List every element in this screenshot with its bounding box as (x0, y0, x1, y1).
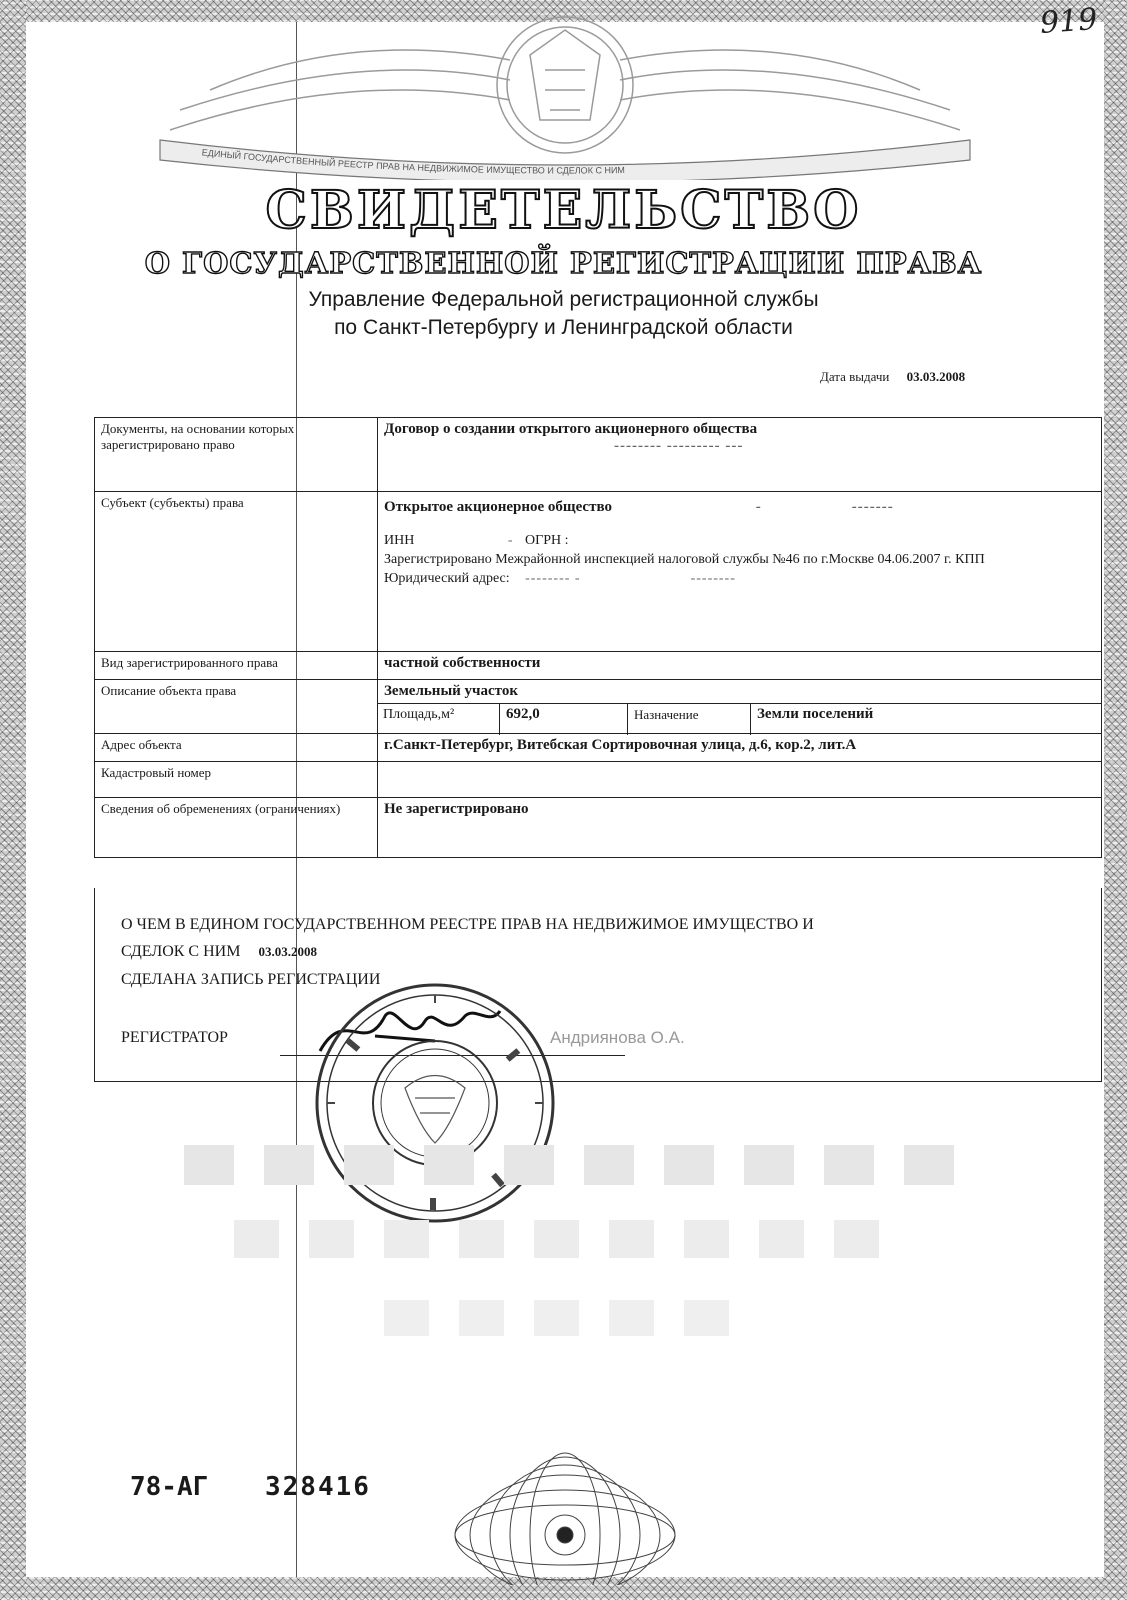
subject-label: Субъект (субъекты) права (95, 492, 378, 652)
object-desc-value: Земельный участок (378, 680, 1101, 704)
table-row (95, 680, 1102, 734)
inn-label: ИНН (384, 533, 415, 548)
record-line-2: СДЕЛОК С НИМ 03.03.2008 (121, 943, 317, 960)
certificate-subtitle: О ГОСУДАРСТВЕННОЙ РЕГИСТРАЦИИ ПРАВА (144, 246, 983, 280)
right-type-value: частной собственности (378, 652, 1102, 680)
object-desc-cell (378, 680, 1102, 734)
authority-line-1: Управление Федеральной регистрационной службы (308, 288, 819, 311)
purpose-value: Земли поселений (751, 703, 1101, 735)
encumbrance-label: Сведения об обременениях (ограничениях) (95, 798, 378, 858)
watermark-line-1 (0, 1135, 1127, 1205)
right-type-label: Вид зарегистрированного права (95, 652, 378, 680)
area-value: 692,0 (500, 703, 628, 735)
subject-cell: Открытое акционерное общество - ------- ИНН - ОГРН : Зарегистрировано Межрайонной инспекцией налоговой службы №46 по г.Москве 04.06.2007 г. КПП Юридический адрес: -------- - -------- (378, 492, 1102, 652)
registrar-name: Андриянова О.А. (550, 1028, 685, 1047)
watermark-line-2 (0, 1210, 1127, 1280)
authority-line-2: по Санкт-Петербургу и Ленинградской области (334, 316, 793, 339)
certificate-title: СВИДЕТЕЛЬСТВО (265, 180, 862, 241)
issue-date-value: 03.03.2008 (906, 369, 966, 384)
table-row (95, 762, 1102, 798)
form-series: 78-АГ (130, 1472, 209, 1502)
state-emblem (150, 10, 980, 180)
purpose-label: Назначение (628, 703, 751, 735)
table-row (95, 418, 1102, 492)
area-label: Площадь,м² (377, 703, 500, 735)
legal-address-label: Юридический адрес: (384, 570, 510, 586)
issue-date-block (820, 369, 965, 385)
ogrn-label: ОГРН : (525, 533, 569, 548)
watermark-line-3 (0, 1290, 1127, 1355)
cadastral-value (378, 762, 1102, 798)
cadastral-label: Кадастровый номер (95, 762, 378, 798)
address-value: г.Санкт-Петербург, Витебская Сортировочная улица, д.6, кор.2, лит.А (378, 734, 1102, 762)
issue-date-label: Дата выдачи (820, 369, 890, 384)
emblem-band-text: ЕДИНЫЙ ГОСУДАРСТВЕННЫЙ РЕЕСТР ПРАВ НА НЕДВИЖИМОЕ ИМУЩЕСТВО И СДЕЛОК С НИМ (201, 147, 625, 176)
record-date: 03.03.2008 (258, 944, 317, 959)
table-row (95, 798, 1102, 858)
record-line-1: О ЧЕМ В ЕДИНОМ ГОСУДАРСТВЕННОМ РЕЕСТРЕ ПРАВ НА НЕДВИЖИМОЕ ИМУЩЕСТВО И (121, 916, 814, 933)
registered-by: Зарегистрировано Межрайонной инспекцией налоговой службы №46 по г.Москве 04.06.2007 г. КПП (384, 551, 985, 567)
form-number: 328416 (265, 1472, 371, 1502)
address-label: Адрес объекта (95, 734, 378, 762)
documents-value: Договор о создании открытого акционерного общества -------- --------- --- (378, 418, 1102, 492)
guilloche-rosette (445, 1425, 685, 1585)
documents-label: Документы, на основании которых зарегистрировано право (95, 418, 378, 492)
table-row (95, 734, 1102, 762)
registrar-label: РЕГИСТРАТОР (121, 1029, 228, 1046)
registration-record-box (94, 888, 1102, 1082)
table-row (95, 492, 1102, 652)
encumbrance-value: Не зарегистрировано (378, 798, 1102, 858)
registration-table (94, 417, 1102, 858)
table-row (95, 652, 1102, 680)
record-line-3: СДЕЛАНА ЗАПИСЬ РЕГИСТРАЦИИ (121, 971, 381, 988)
subject-value: Открытое акционерное общество (384, 499, 612, 515)
page-number: 919 (1038, 2, 1099, 41)
object-desc-label: Описание объекта права (95, 680, 378, 734)
